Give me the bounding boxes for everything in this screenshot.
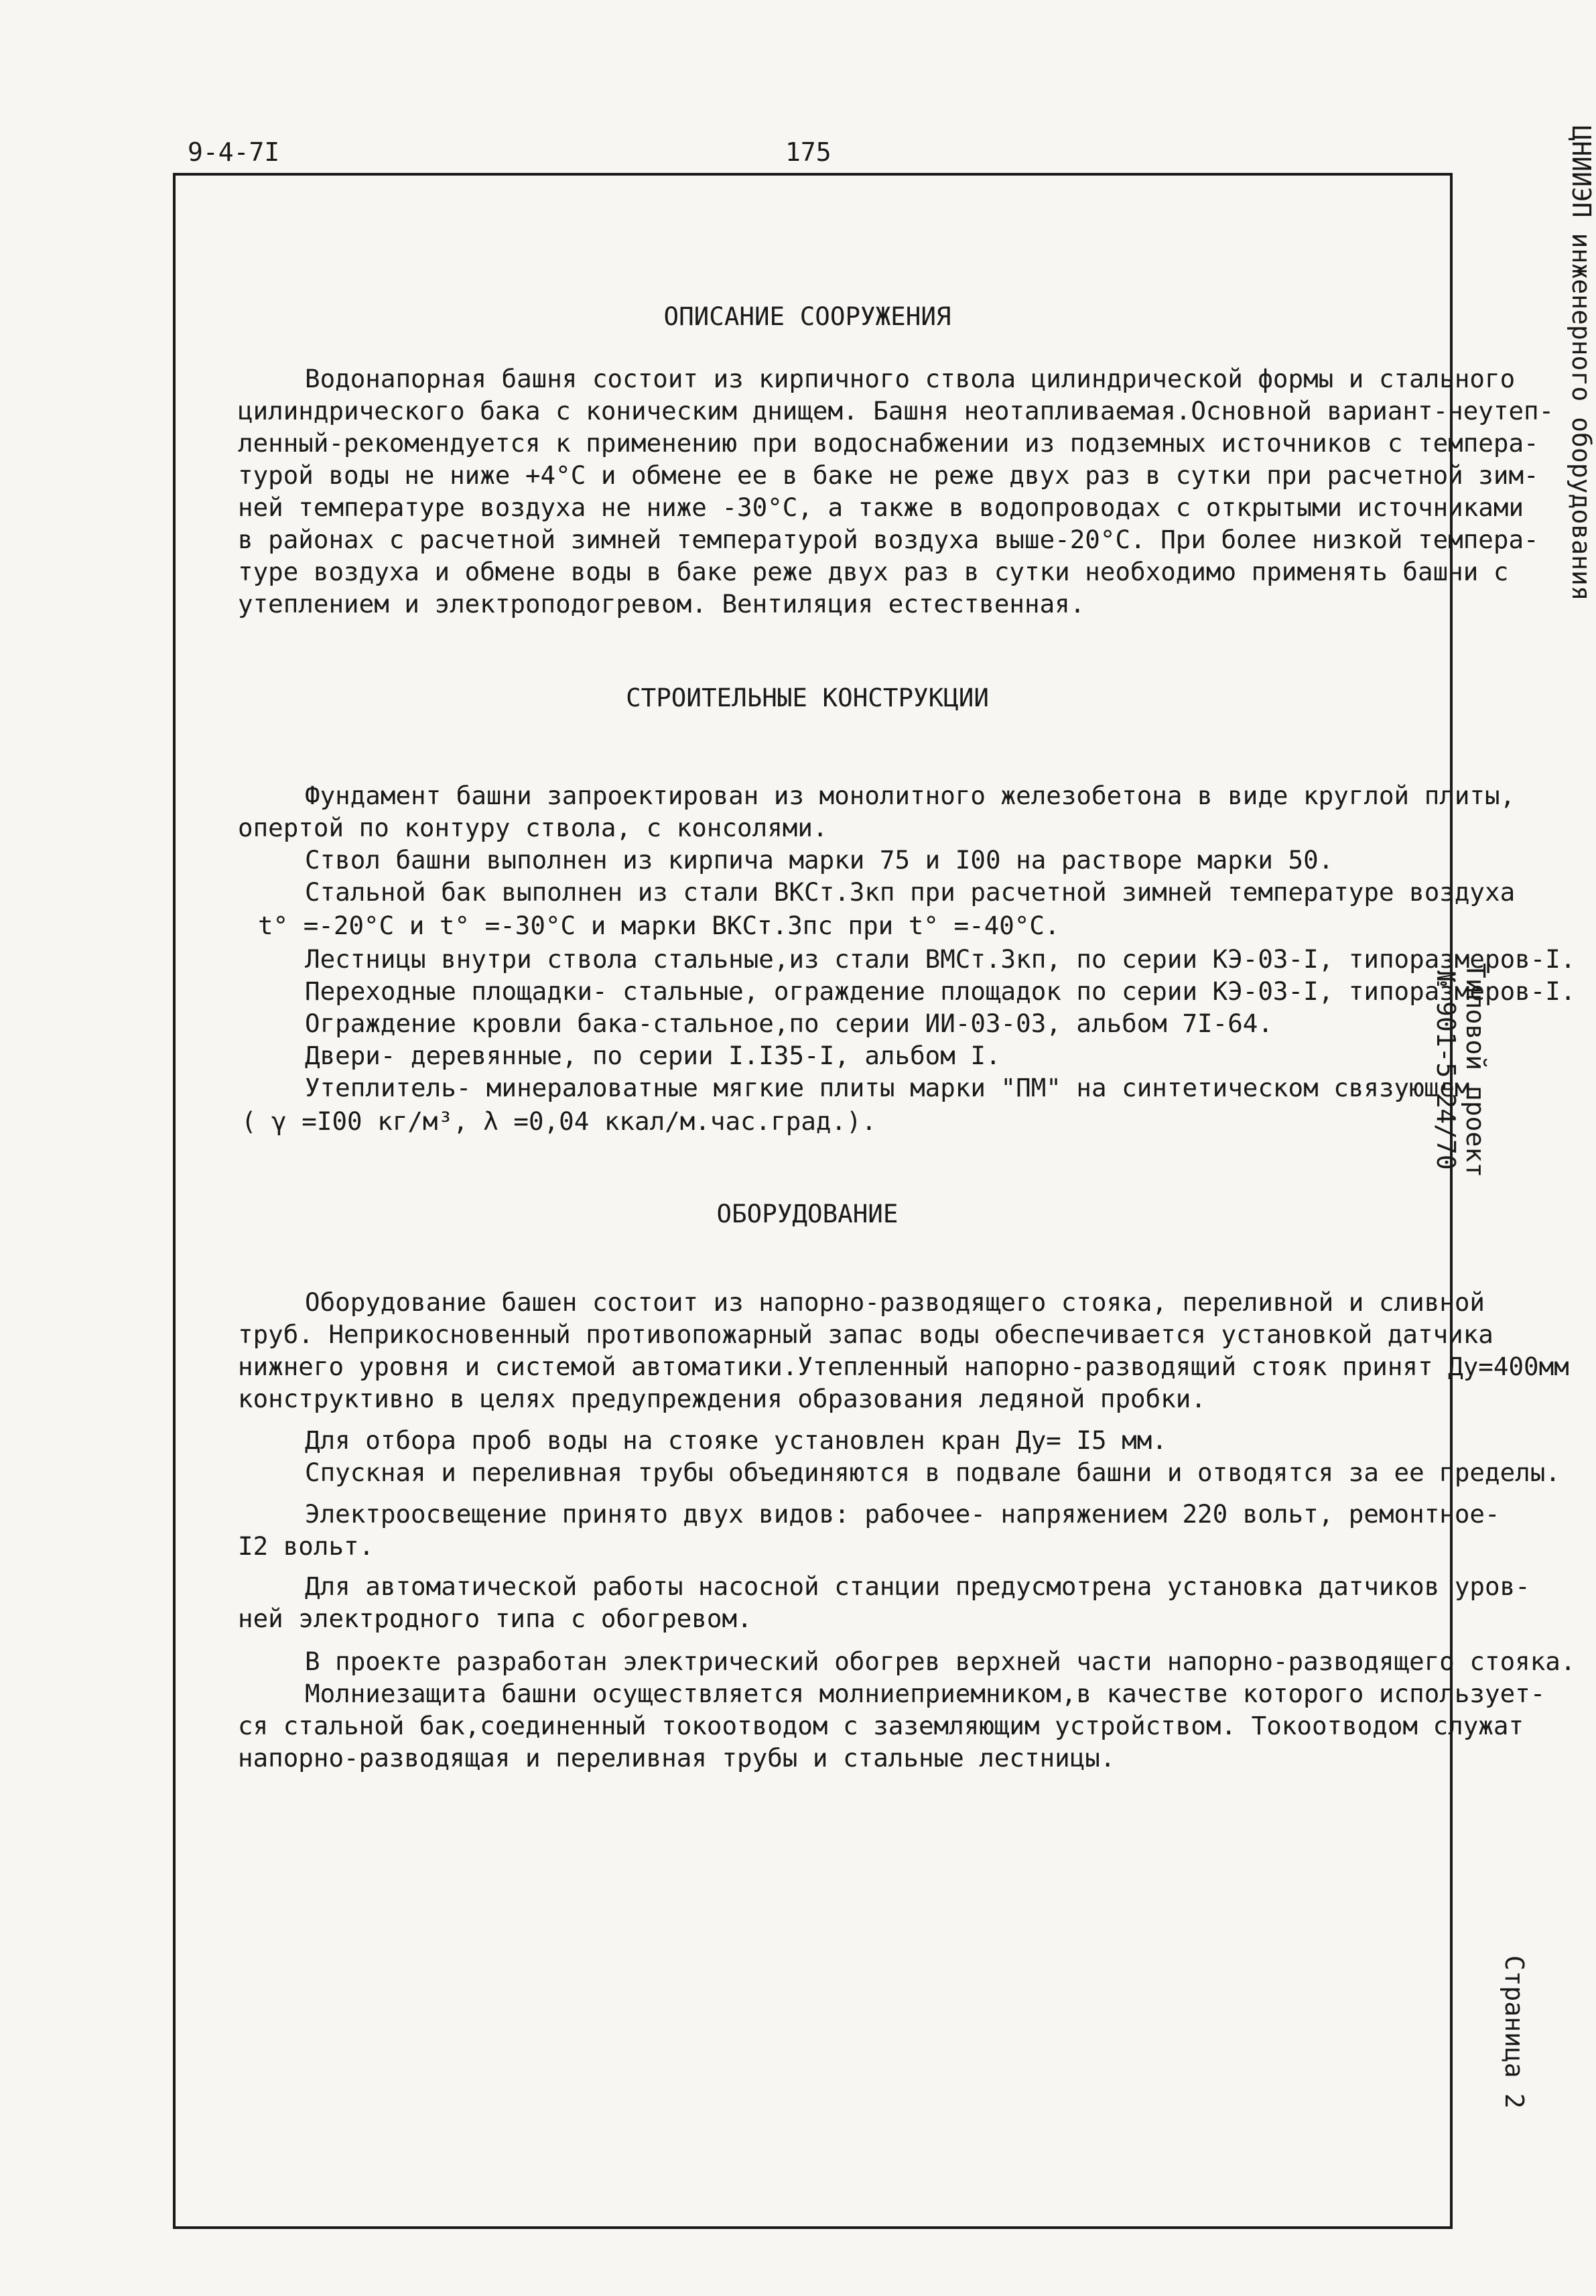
paragraph-line: t° =-20°С и t° =-30°С и марки ВКСт.3пс при t° =-40°С.	[258, 911, 1060, 940]
paragraph-line: I2 вольт.	[238, 1531, 375, 1561]
paragraph-line: конструктивно в целях предупреждения образования ледяной пробки.	[238, 1384, 1206, 1413]
paragraph-line: Лестницы внутри ствола стальные,из стали ВМСт.3кп, по серии КЭ-03-I, типоразмеров-I.	[305, 944, 1576, 974]
section-title-equipment: ОБОРУДОВАНИЕ	[716, 1199, 899, 1228]
paragraph-line: Фундамент башни запроектирован из монолитного железобетона в виде круглой плиты,	[305, 781, 1516, 810]
organization-stamp: ЦНИИЭП инженерного оборудования	[1567, 125, 1596, 601]
paragraph-line: напорно-разводящая и переливная трубы и стальные лестницы.	[238, 1743, 1116, 1773]
sheet-label: Страница 2	[1500, 1955, 1529, 2109]
paragraph-line: труб. Неприкосновенный противопожарный запас воды обеспечивается установкой датчика	[238, 1320, 1493, 1349]
paragraph-line: Двери- деревянные, по серии I.I35-I, альбом I.	[305, 1041, 1001, 1070]
paragraph-line: туре воздуха и обмене воды в баке реже двух раз в сутки необходимо применять башни с	[238, 557, 1509, 586]
project-label: Типовой проект	[1461, 962, 1490, 1178]
paragraph-line: ней температуре воздуха не ниже -30°С, а также в водопроводах с открытыми источниками	[238, 493, 1524, 522]
project-number: № 901-5-24/70	[1431, 970, 1461, 1170]
paragraph-line: утеплением и электроподогревом. Вентиляция естественная.	[238, 589, 1085, 619]
paragraph-line: Переходные площадки- стальные, ограждение площадок по серии КЭ-03-I, типоразмеров-I.	[305, 976, 1576, 1006]
paragraph-line: Водонапорная башня состоит из кирпичного ствола цилиндрической формы и стального	[305, 364, 1516, 393]
paragraph-line: Ствол башни выполнен из кирпича марки 75 и I00 на растворе марки 50.	[305, 845, 1334, 875]
paragraph-line: Ограждение кровли бака-стальное,по серии ИИ-03-03, альбом 7I-64.	[305, 1009, 1273, 1038]
paragraph-line: Для отбора проб воды на стояке установлен кран Ду= I5 мм.	[305, 1425, 1167, 1455]
document-code: 9-4-7I	[188, 137, 280, 167]
paragraph-line: ся стальной бак,соединенный токоотводом с заземляющим устройством. Токоотводом служат	[238, 1711, 1524, 1740]
paragraph-line: опертой по контуру ствола, с консолями.	[238, 813, 828, 842]
paragraph-line: Утеплитель- минераловатные мягкие плиты марки "ПМ" на синтетическом связующем	[305, 1073, 1470, 1102]
section-title-description: ОПИСАНИЕ СООРУЖЕНИЯ	[663, 302, 951, 331]
paragraph-line: Для автоматической работы насосной станции предусмотрена установка датчиков уров-	[305, 1572, 1530, 1601]
paragraph-line: в районах с расчетной зимней температурой воздуха выше-20°С. При более низкой темпера-	[238, 525, 1539, 554]
paragraph-line: Стальной бак выполнен из стали ВКСт.3кп при расчетной зимней температуре воздуха	[305, 877, 1516, 907]
paragraph-line: Спускная и переливная трубы объединяются в подвале башни и отводятся за ее пределы.	[305, 1458, 1560, 1487]
paragraph-line: нижнего уровня и системой автоматики.Утепленный напорно-разводящий стояк принят Ду=400мм	[238, 1352, 1569, 1381]
section-title-construction: СТРОИТЕЛЬНЫЕ КОНСТРУКЦИИ	[626, 683, 989, 712]
paragraph-line: Электроосвещение принято двух видов: рабочее- напряжением 220 вольт, ремонтное-	[305, 1499, 1500, 1529]
paragraph-line: цилиндрического бака с коническим днищем. Башня неотапливаемая.Основной вариант-неутеп-	[238, 396, 1554, 426]
paragraph-line: турой воды не ниже +4°С и обмене ее в баке не реже двух раз в сутки при расчетной зим-	[238, 460, 1539, 490]
paragraph-line: В проекте разработан электрический обогрев верхней части напорно-разводящего стояка.	[305, 1647, 1576, 1676]
paragraph-line: ленный-рекомендуется к применению при водоснабжении из подземных источников с темпера-	[238, 428, 1539, 458]
paragraph-line: Молниезащита башни осуществляется молниеприемником,в качестве которого использует-	[305, 1679, 1546, 1708]
page-number: 175	[785, 137, 832, 167]
paragraph-line: Оборудование башен состоит из напорно-разводящего стояка, переливной и сливной	[305, 1287, 1485, 1317]
paragraph-line: ней электродного типа с обогревом.	[238, 1604, 752, 1633]
paragraph-line: ( γ =I00 кг/м³, λ =0,04 ккал/м.час.град.).	[241, 1106, 877, 1136]
